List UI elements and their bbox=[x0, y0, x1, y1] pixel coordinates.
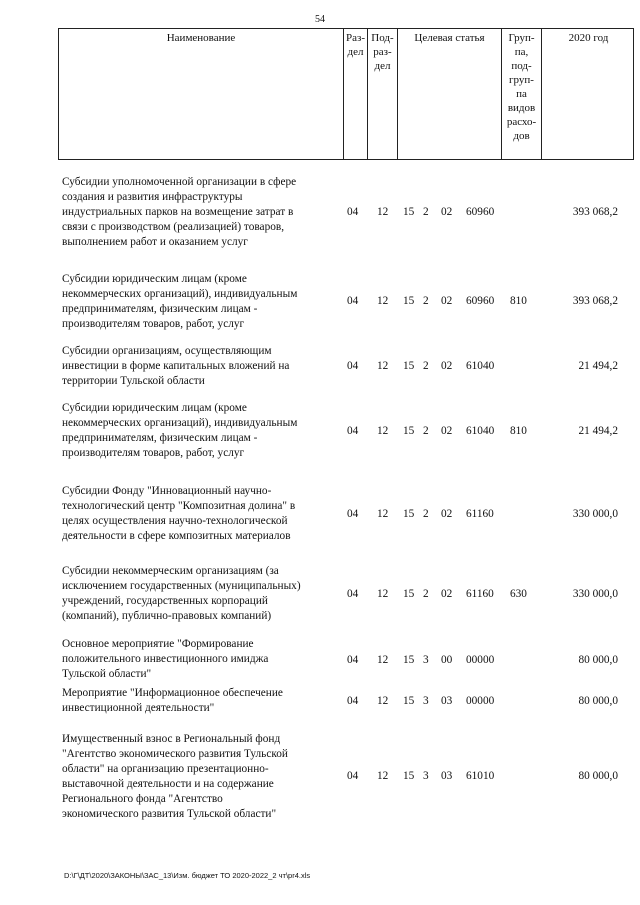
cell-cs-direction: 61160 bbox=[466, 508, 494, 520]
cell-podrazdel: 12 bbox=[377, 206, 389, 218]
cell-cs-subprogram: 3 bbox=[423, 695, 429, 707]
cell-cs-direction: 61040 bbox=[466, 425, 495, 437]
cell-razdel: 04 bbox=[347, 206, 359, 218]
file-path-footer: D:\Г\ДТ\2020\ЗАКОНЫ\ЗАС_13\Изм. бюджет ТО 2020-2022_2 чт\pr4.xls bbox=[64, 871, 311, 880]
cell-amount: 393 068,2 bbox=[572, 206, 618, 218]
cell-razdel: 04 bbox=[347, 654, 359, 666]
cell-cs-subprogram: 2 bbox=[423, 508, 429, 520]
cell-razdel: 04 bbox=[347, 770, 359, 782]
cell-amount: 80 000,0 bbox=[578, 695, 618, 707]
row-name: Субсидии организациям, осуществляющим инвестиции в форме капитальных вложений на территории Тульской области bbox=[62, 345, 290, 387]
row-name: Субсидии юридическим лицам (кроме некоммерческих организаций), индивидуальным предпринимателям, физическим лицам - производителям товаров, работ, услуг bbox=[62, 402, 298, 459]
cell-cs-event: 00 bbox=[441, 654, 453, 666]
cell-cs-program: 15 bbox=[403, 654, 415, 666]
row-name: Субсидии уполномоченной организации в сфере создания и развития инфраструктуры индустриальных парков на возмещение затрат в связи с производством (реализацией) товаров, выполнением работ и оказанием услуг bbox=[62, 176, 297, 248]
cell-razdel: 04 bbox=[347, 295, 359, 307]
header-razdel: Раз- дел bbox=[344, 29, 368, 159]
cell-cs-event: 03 bbox=[441, 695, 453, 707]
cell-podrazdel: 12 bbox=[377, 295, 389, 307]
row-name: Субсидии Фонду "Инновационный научно- технологический центр "Композитная долина" в целях осуществления научно-технологической деятельности в сфере композитных материалов bbox=[62, 485, 296, 542]
cell-expense-group: 630 bbox=[510, 588, 527, 600]
cell-cs-program: 15 bbox=[403, 206, 415, 218]
cell-cs-program: 15 bbox=[403, 508, 415, 520]
table-header bbox=[58, 28, 634, 160]
cell-cs-subprogram: 2 bbox=[423, 425, 429, 437]
cell-cs-program: 15 bbox=[403, 588, 415, 600]
header-year: 2020 год bbox=[568, 32, 609, 44]
cell-cs-program: 15 bbox=[403, 295, 415, 307]
cell-amount: 21 494,2 bbox=[578, 425, 618, 437]
header-target-article: Целевая статья bbox=[398, 29, 502, 159]
cell-cs-program: 15 bbox=[403, 770, 415, 782]
cell-amount: 80 000,0 bbox=[578, 770, 618, 782]
cell-expense-group: 810 bbox=[510, 425, 527, 437]
cell-cs-event: 03 bbox=[441, 770, 453, 782]
cell-cs-program: 15 bbox=[403, 425, 415, 437]
row-name: Мероприятие "Информационное обеспечение инвестиционной деятельности" bbox=[62, 687, 283, 714]
cell-razdel: 04 bbox=[347, 588, 359, 600]
cell-cs-direction: 00000 bbox=[466, 654, 495, 666]
cell-amount: 80 000,0 bbox=[578, 654, 618, 666]
cell-cs-direction: 00000 bbox=[466, 695, 495, 707]
cell-podrazdel: 12 bbox=[377, 508, 389, 520]
cell-razdel: 04 bbox=[347, 360, 359, 372]
cell-razdel: 04 bbox=[347, 425, 359, 437]
header-podrazdel: Под- раз- дел bbox=[368, 29, 398, 159]
cell-podrazdel: 12 bbox=[377, 654, 389, 666]
cell-podrazdel: 12 bbox=[377, 425, 389, 437]
cell-razdel: 04 bbox=[347, 695, 359, 707]
cell-cs-subprogram: 3 bbox=[423, 654, 429, 666]
cell-cs-subprogram: 2 bbox=[423, 206, 429, 218]
cell-cs-program: 15 bbox=[403, 360, 415, 372]
cell-cs-event: 02 bbox=[441, 360, 453, 372]
cell-cs-direction: 61160 bbox=[466, 588, 494, 600]
cell-podrazdel: 12 bbox=[377, 770, 389, 782]
row-name: Основное мероприятие "Формирование положительного инвестиционного имиджа Тульской области" bbox=[62, 638, 269, 680]
cell-razdel: 04 bbox=[347, 508, 359, 520]
header-expense-group: Груп- па, под- груп- па видов расхо- дов bbox=[502, 29, 542, 159]
cell-expense-group: 810 bbox=[510, 295, 527, 307]
cell-amount: 330 000,0 bbox=[572, 588, 618, 600]
row-name: Имущественный взнос в Региональный фонд "Агентство экономического развития Тульской области" на организацию презентационно- выставочной деятельности и на содержание Регионального фонда "Агентство экономического развития Тульской области" bbox=[62, 733, 288, 820]
cell-cs-event: 02 bbox=[441, 425, 453, 437]
cell-cs-subprogram: 3 bbox=[423, 770, 429, 782]
cell-cs-subprogram: 2 bbox=[423, 588, 429, 600]
cell-cs-event: 02 bbox=[441, 508, 453, 520]
cell-cs-event: 02 bbox=[441, 206, 453, 218]
header-name: Наименование bbox=[59, 29, 344, 159]
row-name: Субсидии некоммерческим организациям (за исключением государственных (муниципальных) учреждений, государственных корпораций (компаний), публично-правовых компаний) bbox=[62, 565, 301, 622]
cell-cs-direction: 60960 bbox=[466, 295, 495, 307]
cell-cs-subprogram: 2 bbox=[423, 360, 429, 372]
cell-cs-event: 02 bbox=[441, 295, 453, 307]
cell-cs-direction: 60960 bbox=[466, 206, 495, 218]
cell-amount: 21 494,2 bbox=[578, 360, 618, 372]
cell-podrazdel: 12 bbox=[377, 360, 389, 372]
cell-podrazdel: 12 bbox=[377, 588, 389, 600]
cell-amount: 393 068,2 bbox=[572, 295, 618, 307]
cell-cs-event: 02 bbox=[441, 588, 453, 600]
row-name: Субсидии юридическим лицам (кроме некоммерческих организаций), индивидуальным предпринимателям, физическим лицам - производителям товаров, работ, услуг bbox=[62, 273, 298, 330]
cell-amount: 330 000,0 bbox=[572, 508, 618, 520]
cell-cs-program: 15 bbox=[403, 695, 415, 707]
cell-cs-direction: 61040 bbox=[466, 360, 495, 372]
cell-podrazdel: 12 bbox=[377, 695, 389, 707]
cell-cs-subprogram: 2 bbox=[423, 295, 429, 307]
page-number: 54 bbox=[315, 14, 325, 25]
cell-cs-direction: 61010 bbox=[466, 770, 495, 782]
